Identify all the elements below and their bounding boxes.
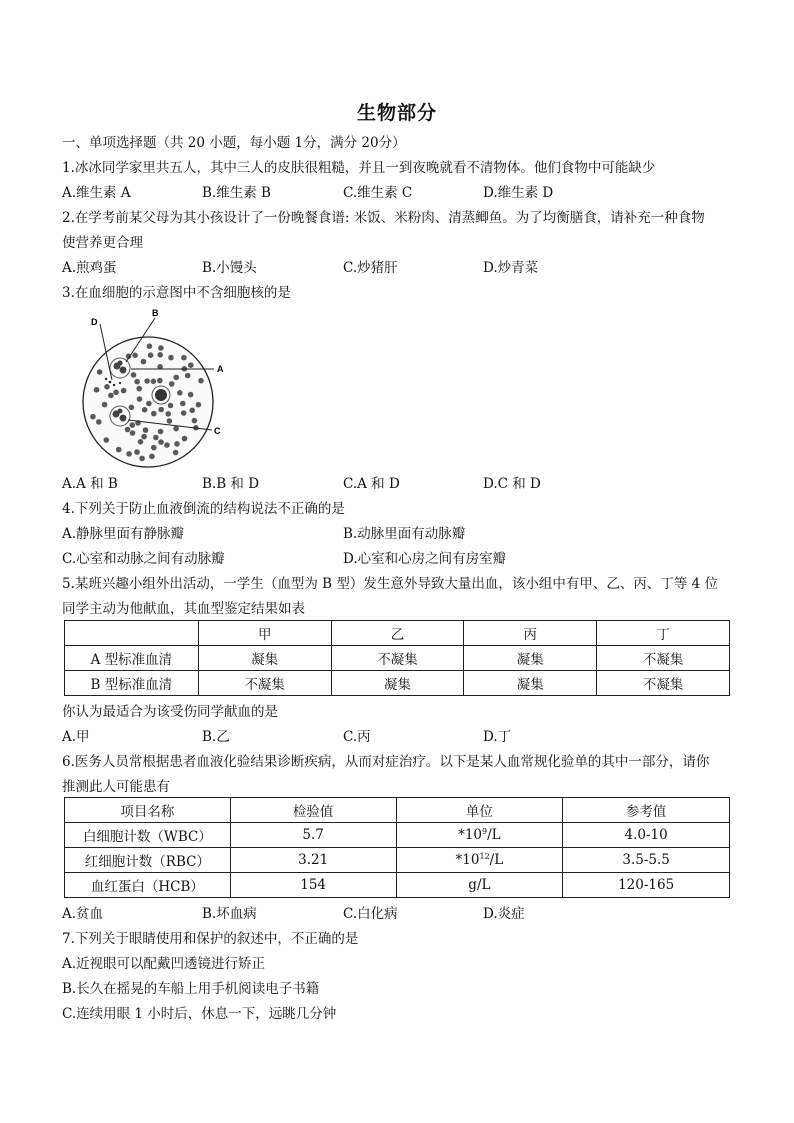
q4-option-d: D.心室和心房之间有房室瓣: [343, 551, 507, 567]
q5-option-d: D.丁: [483, 729, 512, 745]
red-blood-cell: [137, 396, 143, 402]
red-blood-cell: [192, 418, 198, 424]
q4-option-c: C.心室和动脉之间有动脉瓣: [62, 551, 225, 567]
red-blood-cell: [130, 430, 136, 436]
red-blood-cell: [108, 393, 114, 399]
table-cell: 血红蛋白（HCB）: [65, 873, 231, 898]
table-cell: A 型标准血清: [65, 646, 199, 671]
red-blood-cell: [173, 375, 179, 381]
red-blood-cell: [164, 442, 170, 448]
red-blood-cell: [142, 407, 148, 413]
red-blood-cell: [126, 451, 132, 457]
red-blood-cell: [130, 422, 136, 428]
red-blood-cell: [143, 427, 149, 433]
table-cell: 凝集: [464, 646, 597, 671]
q5-stem-line2: 同学主动为他献血，其血型鉴定结果如表: [62, 601, 305, 617]
q4-option-a: A.静脉里面有静脉瓣: [62, 526, 185, 542]
red-blood-cell: [144, 378, 150, 384]
q2-option-a: A.煎鸡蛋: [62, 260, 117, 276]
q6-stem-line1: 6.医务人员常根据患者血液化验结果诊断疾病，从而对症治疗。以下是某人血常规化验单的其中一部分，请你: [62, 754, 710, 770]
q3-stem: 3.在血细胞的示意图中不含细胞核的是: [62, 285, 291, 301]
red-blood-cell: [167, 418, 173, 424]
q2-option-d: D.炒青菜: [483, 260, 539, 276]
q6-stem-line2: 推测此人可能患有: [62, 779, 170, 795]
table-cell-unit: [396, 848, 563, 873]
q5-stem-line1: 5.某班兴趣小组外出活动，一学生（血型为 B 型）发生意外导致大量出血，该小组中有甲、乙、丙、丁等 4 位: [62, 576, 719, 592]
table-cell: B 型标准血清: [65, 671, 199, 696]
red-blood-cell: [182, 436, 188, 442]
red-blood-cell: [158, 439, 164, 445]
unit-suffix: /L: [487, 827, 501, 843]
q5-question: 你认为最适合为该受伤同学献血的是: [62, 704, 278, 720]
table-cell: 凝集: [331, 671, 464, 696]
table-cell-unit: [396, 823, 563, 848]
unit-base: *10: [458, 827, 483, 843]
red-blood-cell: [94, 387, 100, 393]
red-blood-cell: [136, 386, 142, 392]
red-blood-cell: [188, 362, 194, 368]
red-blood-cell: [168, 355, 174, 361]
q3-option-a: A.A 和 B: [62, 476, 118, 492]
q3-option-d: D.C 和 D: [483, 476, 541, 492]
table-cell: 不凝集: [198, 671, 331, 696]
q7-option-c: C.连续用眼 1 小时后，休息一下，远眺几分钟: [62, 1006, 337, 1022]
q7-stem: 7.下列关于眼睛使用和保护的叙述中，不正确的是: [62, 931, 359, 947]
q4-stem: 4.下列关于防止血液倒流的结构说法不正确的是: [62, 501, 345, 517]
red-blood-cell: [90, 414, 96, 420]
q6-option-b: B.坏血病: [202, 906, 257, 922]
red-blood-cell: [169, 381, 175, 387]
table-header-row: [65, 798, 730, 823]
table-cell: g/L: [396, 873, 563, 898]
red-blood-cell: [148, 352, 154, 358]
blood-test-table: [64, 797, 730, 898]
table-row: [65, 646, 730, 671]
table-cell: 凝集: [198, 646, 331, 671]
figure-label-d: D: [91, 317, 98, 327]
red-blood-cell: [146, 401, 152, 407]
red-blood-cell: [151, 379, 157, 385]
page-title: 生物部分: [356, 102, 437, 124]
red-blood-cell: [198, 378, 204, 384]
figure-label-b: B: [152, 308, 159, 318]
q5-option-c: C.丙: [343, 729, 371, 745]
red-blood-cell: [113, 390, 119, 396]
red-blood-cell: [104, 384, 110, 390]
red-blood-cell: [189, 408, 195, 414]
table-cell: 白细胞计数（WBC）: [65, 823, 231, 848]
red-blood-cell: [116, 447, 122, 453]
red-blood-cell: [153, 435, 159, 441]
section-heading: 一、单项选择题（共 20 小题，每小题 1分，满分 20分）: [62, 135, 406, 151]
red-blood-cell: [158, 429, 164, 435]
q3-option-c: C.A 和 D: [343, 476, 400, 492]
table-cell: 参考值: [563, 798, 730, 823]
q1-option-c: C.维生素 C: [343, 185, 413, 201]
red-blood-cell: [151, 445, 157, 451]
q2-stem-line2: 使营养更合理: [62, 235, 143, 251]
red-blood-cell: [97, 369, 103, 375]
blood-cell-figure: [76, 306, 236, 468]
red-blood-cell: [158, 345, 164, 351]
red-blood-cell: [141, 434, 147, 440]
table-cell: 丙: [464, 621, 597, 646]
q3-option-b: B.B 和 D: [202, 476, 260, 492]
red-blood-cell: [121, 388, 127, 394]
table-cell: 检验值: [230, 798, 396, 823]
unit-exponent: 9: [482, 827, 488, 836]
table-cell: 120-165: [563, 873, 730, 898]
table-row: [65, 848, 730, 873]
table-cell: 不凝集: [597, 671, 730, 696]
red-blood-cell: [157, 352, 163, 358]
q6-option-d: D.炎症: [483, 906, 525, 922]
red-blood-cell: [173, 450, 179, 456]
table-cell: 4.0-10: [563, 823, 730, 848]
red-blood-cell: [96, 419, 102, 425]
red-blood-cell: [141, 359, 147, 365]
figure-label-a: A: [217, 364, 224, 374]
red-blood-cell: [129, 405, 135, 411]
red-blood-cell: [149, 454, 155, 460]
red-blood-cell: [104, 437, 110, 443]
table-cell: 丁: [597, 621, 730, 646]
table-cell: 乙: [331, 621, 464, 646]
q6-option-c: C.白化病: [343, 906, 398, 922]
red-blood-cell: [168, 403, 174, 409]
q1-stem: 1.冰冰同学家里共五人，其中三人的皮肤很粗糙，并且一到夜晚就看不清物体。他们食物中可能缺少: [62, 160, 656, 176]
red-blood-cell: [158, 407, 164, 413]
figure-label-c: C: [214, 426, 221, 436]
red-blood-cell: [185, 373, 191, 379]
red-blood-cell: [181, 355, 187, 361]
q5-option-a: A.甲: [62, 729, 90, 745]
table-cell: 甲: [198, 621, 331, 646]
q4-option-b: B.动脉里面有动脉瓣: [343, 526, 466, 542]
red-blood-cell: [132, 353, 138, 359]
table-cell: 154: [230, 873, 396, 898]
red-blood-cell: [134, 449, 140, 455]
q1-option-d: D.维生素 D: [483, 185, 554, 201]
unit-exponent: 12: [479, 852, 490, 861]
red-blood-cell: [147, 343, 153, 349]
unit-base: *10: [455, 852, 480, 868]
table-row: [65, 823, 730, 848]
table-row: [65, 671, 730, 696]
red-blood-cell: [138, 439, 144, 445]
q5-option-b: B.乙: [202, 729, 230, 745]
table-cell: 凝集: [464, 671, 597, 696]
white-blood-cell-large: [152, 386, 170, 404]
red-blood-cell: [174, 441, 180, 447]
red-blood-cell: [177, 390, 183, 396]
red-blood-cell: [131, 372, 137, 378]
blood-type-table: [64, 620, 730, 696]
table-cell: 单位: [396, 798, 563, 823]
table-cell: 项目名称: [65, 798, 231, 823]
q2-option-b: B.小馒头: [202, 260, 257, 276]
red-blood-cell: [102, 402, 108, 408]
table-cell: 3.5-5.5: [563, 848, 730, 873]
red-blood-cell: [157, 378, 163, 384]
q7-option-a: A.近视眼可以配戴凹透镜进行矫正: [62, 956, 266, 972]
table-cell: [65, 621, 199, 646]
red-blood-cell: [181, 410, 187, 416]
white-blood-cell-c: [110, 406, 130, 426]
q6-option-a: A.贫血: [62, 906, 104, 922]
red-blood-cell: [139, 456, 145, 462]
q2-stem-line1: 2.在学考前某父母为其小孩设计了一份晚餐食谱: 米饭、米粉肉、清蒸鲫鱼。为了均衡膳食，请补充一种食物: [62, 210, 705, 226]
q7-option-b: B.长久在摇晃的车船上用手机阅读电子书籍: [62, 981, 320, 997]
unit-suffix: /L: [489, 852, 504, 868]
table-row: [65, 873, 730, 898]
table-cell: 5.7: [230, 823, 396, 848]
red-blood-cell: [188, 392, 194, 398]
red-blood-cell: [173, 426, 179, 432]
table-header-row: [65, 621, 730, 646]
q1-option-b: B.维生素 B: [202, 185, 271, 201]
table-cell: 不凝集: [331, 646, 464, 671]
red-blood-cell: [165, 411, 171, 417]
q2-option-c: C.炒猪肝: [343, 260, 398, 276]
table-cell: 3.21: [230, 848, 396, 873]
red-blood-cell: [196, 402, 202, 408]
q1-option-a: A.维生素 A: [62, 185, 131, 201]
red-blood-cell: [125, 427, 131, 433]
table-cell: 不凝集: [597, 646, 730, 671]
red-blood-cell: [151, 411, 157, 417]
red-blood-cell: [180, 401, 186, 407]
table-cell: 红细胞计数（RBC）: [65, 848, 231, 873]
red-blood-cell: [134, 379, 140, 385]
